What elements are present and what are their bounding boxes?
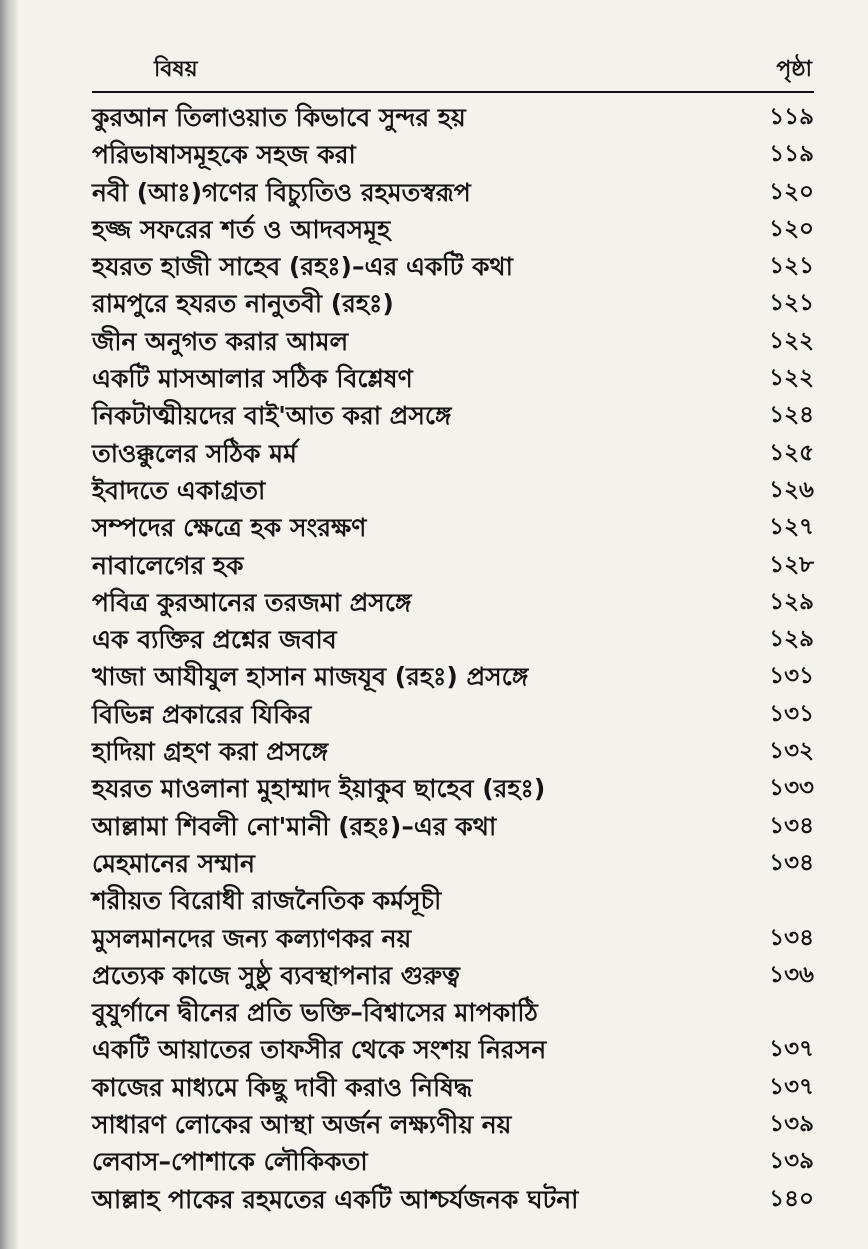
toc-entry	[92, 733, 814, 770]
toc-entry	[92, 1181, 814, 1218]
toc-entry-title: রামপুরে হযরত নানুতবী (রহঃ)	[92, 289, 394, 319]
toc-entry	[92, 696, 814, 733]
toc-entry-title: এক ব্যক্তির প্রশ্নের জবাব	[92, 625, 337, 655]
toc-entry-title: আল্লামা শিবলী নো'মানী (রহঃ)–এর কথা	[92, 811, 497, 841]
toc-entry	[92, 882, 814, 919]
toc-entry	[92, 211, 814, 248]
toc-entry	[92, 770, 814, 807]
toc-entry-title: পরিভাষাসমূহকে সহজ করা	[92, 140, 356, 170]
toc-entry	[92, 845, 814, 882]
toc-entry-page: ১২১	[769, 290, 814, 317]
toc-entry	[92, 994, 814, 1031]
toc-entry-title: আল্লাহ পাকের রহমতের একটি আশ্চর্যজনক ঘটনা	[92, 1184, 579, 1214]
toc-entry	[92, 1069, 814, 1106]
toc-entry-page: ১১৯	[769, 141, 814, 168]
toc-entry-page: ১২০	[769, 178, 814, 205]
toc-entry-title: হযরত মাওলানা মুহাম্মাদ ইয়াকুব ছাহেব (রহঃ)	[92, 774, 546, 804]
toc-entry-title: কাজের মাধ্যমে কিছু দাবী করাও নিষিদ্ধ	[92, 1072, 473, 1102]
toc-entry	[92, 472, 814, 509]
toc-entry-title: জীন অনুগত করার আমল	[92, 326, 349, 356]
toc-entry	[92, 99, 814, 136]
toc-entry	[92, 509, 814, 546]
toc-entry	[92, 174, 814, 211]
toc-entry-title: নিকটাত্মীয়দের বাই'আত করা প্রসঙ্গে	[92, 401, 452, 431]
page-column-heading: পৃষ্ঠা	[776, 57, 812, 82]
toc-entry	[92, 323, 814, 360]
toc-entry-title: নাবালেগের হক	[92, 550, 244, 580]
toc-entry-page: ১১৯	[769, 104, 814, 130]
toc-entry-page: ১৩৪	[769, 924, 814, 951]
toc-entry-title: হযরত হাজী সাহেব (রহঃ)–এর একটি কথা	[92, 252, 513, 282]
toc-entry-title: প্রত্যেক কাজে সুষ্ঠু ব্যবস্থাপনার গুরুত্ব	[92, 960, 460, 990]
toc-entry	[92, 957, 814, 994]
toc-entry	[92, 1106, 814, 1143]
toc-entry-page: ১২৭	[769, 514, 814, 541]
header-rule	[92, 91, 814, 93]
toc-entry-page: ১২৮	[769, 551, 814, 578]
toc-list	[92, 99, 814, 1218]
toc-entry-page: ১২৬	[769, 476, 814, 503]
toc-entry	[92, 248, 814, 285]
toc-entry-title: সম্পদের ক্ষেত্রে হক সংরক্ষণ	[92, 513, 367, 543]
toc-entry-page: ১৩১	[769, 700, 814, 727]
toc-entry	[92, 1031, 814, 1068]
toc-entry	[92, 397, 814, 434]
toc-entry-page: ১৪০	[769, 1185, 814, 1212]
toc-entry-page: ১২৫	[769, 439, 814, 466]
toc-entry-title: বিভিন্ন প্রকারের যিকির	[92, 699, 312, 729]
toc-entry-page: ১৩৯	[769, 1148, 814, 1175]
toc-entry-title: পবিত্র কুরআনের তরজমা প্রসঙ্গে	[92, 587, 412, 617]
toc-entry-title: কুরআন তিলাওয়াত কিভাবে সুন্দর হয়	[92, 103, 466, 132]
toc-entry	[92, 808, 814, 845]
toc-entry-page: ১৩১	[769, 663, 814, 690]
toc-entry-title: একটি মাসআলার সঠিক বিশ্লেষণ	[92, 364, 413, 394]
toc-entry-page: ১৩৪	[769, 812, 814, 839]
toc-entry-title: খাজা আযীযুল হাসান মাজযূব (রহঃ) প্রসঙ্গে	[92, 662, 529, 692]
toc-entry-page: ১৩৩	[769, 775, 814, 802]
toc-entry-title: হাদিয়া গ্রহণ করা প্রসঙ্গে	[92, 737, 329, 767]
toc-header	[96, 52, 812, 92]
toc-entry-title: ইবাদতে একাগ্রতা	[92, 475, 266, 505]
toc-entry-title: বুযুর্গানে দ্বীনের প্রতি ভক্তি–বিশ্বাসের মাপকাঠি	[92, 998, 538, 1028]
toc-entry	[92, 136, 814, 173]
toc-entry-page: ১৩৬	[769, 961, 814, 988]
toc-entry-title: শরীয়ত বিরোধী রাজনৈতিক কর্মসূচী	[92, 886, 442, 916]
toc-entry-title: নবী (আঃ)গণের বিচ্যুতিও রহমতস্বরূপ	[92, 177, 471, 207]
toc-entry-title: একটি আয়াতের তাফসীর থেকে সংশয় নিরসন	[92, 1035, 547, 1065]
toc-entry-page: ১২৯	[769, 626, 814, 653]
toc-entry-page: ১৩৭	[769, 1036, 814, 1063]
toc-entry-page: ১২২	[769, 365, 814, 392]
toc-entry-page: ১২২	[769, 327, 814, 354]
toc-entry-title: হজ্জ সফরের শর্ত ও আদবসমূহ	[92, 214, 391, 244]
toc-entry-page: ১২০	[769, 215, 814, 242]
toc-entry	[92, 435, 814, 472]
book-spine-shadow	[0, 0, 18, 1249]
toc-entry	[92, 658, 814, 695]
toc-entry-page: ১২১	[769, 253, 814, 280]
toc-entry	[92, 584, 814, 621]
toc-entry	[92, 621, 814, 658]
toc-entry-page: ১৩৪	[769, 849, 814, 876]
toc-entry-title: লেবাস–পোশাকে লৌকিকতা	[92, 1147, 368, 1177]
toc-entry-page: ১৩৭	[769, 1073, 814, 1100]
toc-entry	[92, 285, 814, 322]
toc-entry	[92, 547, 814, 584]
toc-entry-page: ১২৯	[769, 588, 814, 615]
toc-entry-title: তাওক্কুলের সঠিক মর্ম	[92, 438, 297, 468]
toc-entry-page: ১৩৯	[769, 1111, 814, 1138]
toc-entry	[92, 920, 814, 957]
toc-entry-title: সাধারণ লোকের আস্থা অর্জন লক্ষ্যণীয় নয়	[92, 1110, 512, 1140]
toc-entry-title: মেহমানের সম্মান	[92, 848, 255, 878]
subject-column-heading: বিষয়	[154, 57, 198, 82]
toc-entry	[92, 1143, 814, 1180]
toc-entry-page: ১২৪	[769, 402, 814, 429]
toc-entry	[92, 360, 814, 397]
toc-entry-page: ১৩২	[769, 738, 814, 765]
toc-entry-title: মুসলমানদের জন্য কল্যাণকর নয়	[92, 923, 412, 953]
